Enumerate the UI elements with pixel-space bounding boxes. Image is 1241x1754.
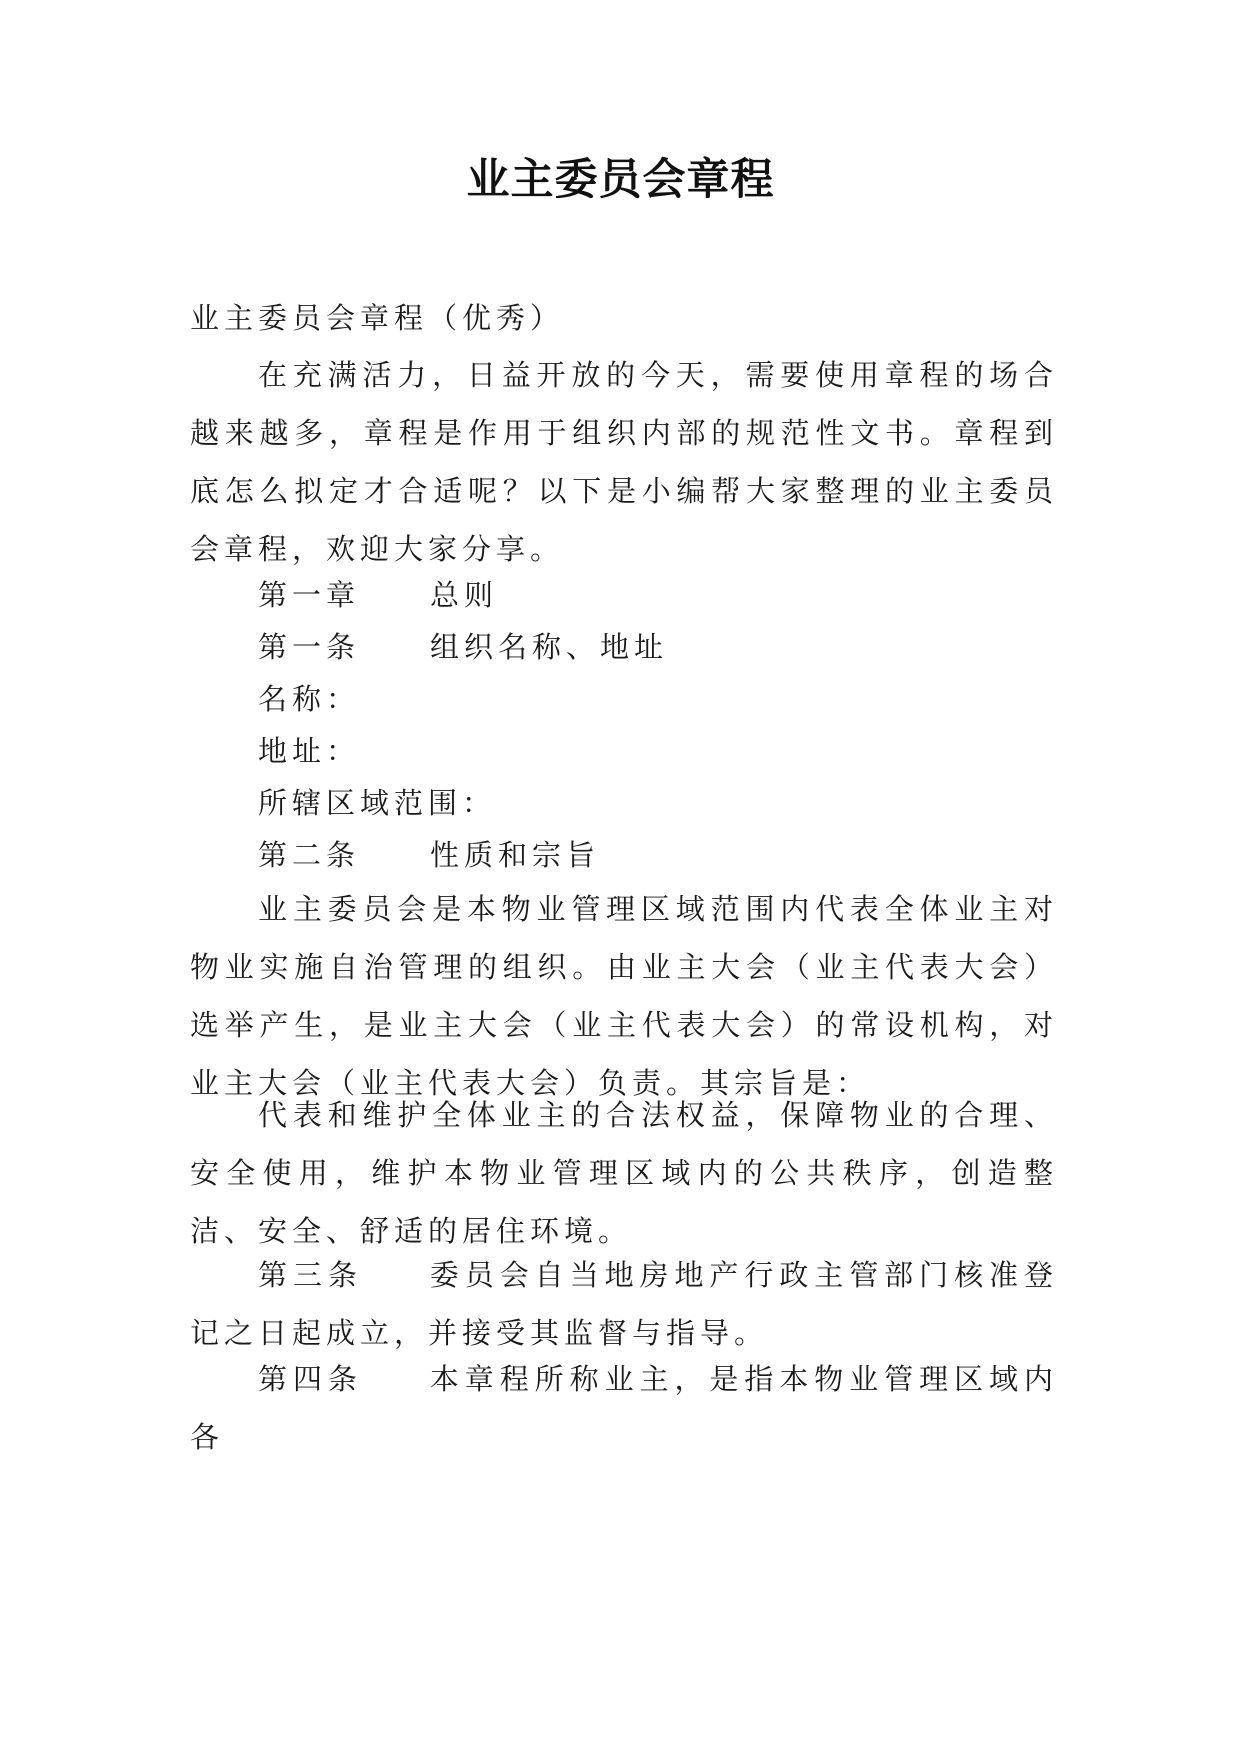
article-1-label: 第一条 <box>258 630 361 664</box>
field-name: 名称： <box>258 682 361 716</box>
article-2-paragraph-1: 业主委员会是本物业管理区域范围内代表全体业主对物业实施自治管理的组织。由业主大会（业主代表大会）选举产生，是业主大会（业主代表大会）的常设机构，对业主大会（业主代表大会）负责。其宗旨是： <box>190 892 1058 1100</box>
chapter-1-label: 第一章 <box>258 578 361 612</box>
article-2-heading <box>258 826 600 884</box>
article-3-paragraph <box>190 1246 1058 1362</box>
article-3-label: 第三条 <box>258 1258 363 1292</box>
document-title: 业主委员会章程 <box>466 155 775 205</box>
chapter-1-heading <box>258 566 498 624</box>
article-4-text: 本章程所称业主，是指本物业管理区域内各 <box>190 1362 1058 1454</box>
article-4-paragraph <box>190 1350 1058 1466</box>
article-2-paragraph-2: 代表和维护全体业主的合法权益，保障物业的合理、安全使用，维护本物业管理区域内的公共秩序，创造整洁、安全、舒适的居住环境。 <box>190 1098 1058 1248</box>
article-1-heading <box>258 618 668 676</box>
article-3-text: 委员会自当地房地产行政主管部门核准登记之日起成立，并接受其监督与指导。 <box>190 1258 1058 1350</box>
field-area: 所辖区域范围： <box>258 786 497 820</box>
chapter-1-title: 总则 <box>430 578 499 612</box>
field-address: 地址： <box>258 734 361 768</box>
intro-paragraph: 在充满活力，日益开放的今天，需要使用章程的场合越来越多，章程是作用于组织内部的规范性文书。章程到底怎么拟定才合适呢？以下是小编帮大家整理的业主委员会章程，欢迎大家分享。 <box>190 358 1058 566</box>
article-4-label: 第四条 <box>258 1362 363 1396</box>
article-2-label: 第二条 <box>258 838 361 872</box>
document-subtitle: 业主委员会章程（优秀） <box>190 301 565 335</box>
article-2-title: 性质和宗旨 <box>430 838 601 872</box>
article-1-title: 组织名称、地址 <box>430 630 669 664</box>
